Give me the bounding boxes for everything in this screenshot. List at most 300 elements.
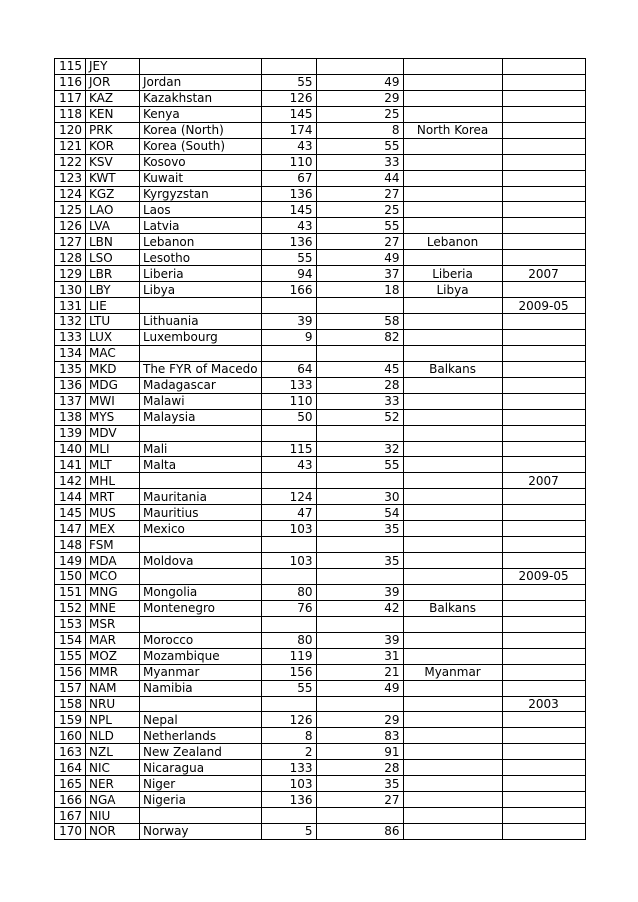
row-index-cell: 138: [55, 409, 86, 425]
table-row: [55, 314, 586, 330]
region-cell: [403, 457, 502, 473]
year-cell: [502, 616, 585, 632]
value-2-cell: [316, 425, 403, 441]
region-cell: [403, 489, 502, 505]
value-2-cell: 30: [316, 489, 403, 505]
value-2-cell: [316, 59, 403, 75]
value-2-cell: 52: [316, 409, 403, 425]
value-1-cell: [261, 808, 316, 824]
table-row: [55, 457, 586, 473]
value-1-cell: 94: [261, 266, 316, 282]
region-cell: [403, 712, 502, 728]
value-1-cell: [261, 298, 316, 314]
country-name-cell: Malta: [140, 457, 262, 473]
value-1-cell: 2: [261, 744, 316, 760]
country-name-cell: Madagascar: [140, 377, 262, 393]
table-row: [55, 59, 586, 75]
year-cell: [502, 122, 585, 138]
country-name-cell: [140, 298, 262, 314]
year-cell: [502, 760, 585, 776]
row-index-cell: 160: [55, 728, 86, 744]
value-2-cell: 37: [316, 266, 403, 282]
country-name-cell: Norway: [140, 824, 262, 840]
country-code-cell: PRK: [86, 122, 140, 138]
value-2-cell: [316, 616, 403, 632]
row-index-cell: 156: [55, 664, 86, 680]
table-row: [55, 632, 586, 648]
table-row: [55, 329, 586, 345]
row-index-cell: 166: [55, 792, 86, 808]
region-cell: [403, 776, 502, 792]
year-cell: [502, 329, 585, 345]
table-row: [55, 234, 586, 250]
year-cell: [502, 776, 585, 792]
country-name-cell: Kosovo: [140, 154, 262, 170]
table-row: [55, 74, 586, 90]
table-body: [55, 59, 586, 840]
country-code-cell: MSR: [86, 616, 140, 632]
region-cell: [403, 345, 502, 361]
region-cell: Liberia: [403, 266, 502, 282]
year-cell: [502, 744, 585, 760]
region-cell: [403, 250, 502, 266]
region-cell: [403, 409, 502, 425]
country-name-cell: Niger: [140, 776, 262, 792]
country-name-cell: Malawi: [140, 393, 262, 409]
region-cell: [403, 569, 502, 585]
country-name-cell: New Zealand: [140, 744, 262, 760]
year-cell: [502, 584, 585, 600]
row-index-cell: 118: [55, 106, 86, 122]
value-1-cell: 115: [261, 441, 316, 457]
year-cell: [502, 489, 585, 505]
row-index-cell: 121: [55, 138, 86, 154]
table-row: [55, 728, 586, 744]
value-1-cell: 55: [261, 680, 316, 696]
value-1-cell: [261, 696, 316, 712]
country-name-cell: Moldova: [140, 553, 262, 569]
year-cell: 2009-05: [502, 298, 585, 314]
table-row: [55, 154, 586, 170]
value-1-cell: 110: [261, 154, 316, 170]
region-cell: [403, 537, 502, 553]
value-1-cell: 166: [261, 282, 316, 298]
row-index-cell: 141: [55, 457, 86, 473]
value-1-cell: 76: [261, 600, 316, 616]
row-index-cell: 145: [55, 505, 86, 521]
value-2-cell: [316, 473, 403, 489]
row-index-cell: 126: [55, 218, 86, 234]
year-cell: [502, 234, 585, 250]
table-row: [55, 122, 586, 138]
row-index-cell: 165: [55, 776, 86, 792]
year-cell: [502, 74, 585, 90]
year-cell: [502, 728, 585, 744]
table-row: [55, 361, 586, 377]
region-cell: [403, 441, 502, 457]
region-cell: [403, 824, 502, 840]
row-index-cell: 125: [55, 202, 86, 218]
year-cell: [502, 393, 585, 409]
row-index-cell: 149: [55, 553, 86, 569]
row-index-cell: 130: [55, 282, 86, 298]
country-code-cell: NPL: [86, 712, 140, 728]
year-cell: 2007: [502, 266, 585, 282]
value-1-cell: 126: [261, 90, 316, 106]
country-name-cell: Laos: [140, 202, 262, 218]
region-cell: [403, 59, 502, 75]
country-name-cell: Malaysia: [140, 409, 262, 425]
country-name-cell: Montenegro: [140, 600, 262, 616]
row-index-cell: 142: [55, 473, 86, 489]
country-name-cell: Jordan: [140, 74, 262, 90]
country-code-cell: LBY: [86, 282, 140, 298]
value-2-cell: 35: [316, 553, 403, 569]
value-1-cell: 43: [261, 457, 316, 473]
country-name-cell: [140, 59, 262, 75]
table-row: [55, 377, 586, 393]
country-name-cell: Mauritius: [140, 505, 262, 521]
country-name-cell: Mozambique: [140, 648, 262, 664]
value-2-cell: 18: [316, 282, 403, 298]
value-2-cell: 91: [316, 744, 403, 760]
country-name-cell: Morocco: [140, 632, 262, 648]
table-row: [55, 569, 586, 585]
year-cell: [502, 345, 585, 361]
country-code-cell: LBR: [86, 266, 140, 282]
value-1-cell: 126: [261, 712, 316, 728]
value-2-cell: 25: [316, 202, 403, 218]
row-index-cell: 147: [55, 521, 86, 537]
region-cell: [403, 584, 502, 600]
year-cell: [502, 808, 585, 824]
value-2-cell: [316, 808, 403, 824]
country-name-cell: Namibia: [140, 680, 262, 696]
region-cell: [403, 298, 502, 314]
row-index-cell: 133: [55, 329, 86, 345]
year-cell: [502, 425, 585, 441]
value-1-cell: 8: [261, 728, 316, 744]
value-1-cell: 80: [261, 584, 316, 600]
year-cell: [502, 537, 585, 553]
value-2-cell: 28: [316, 760, 403, 776]
year-cell: [502, 505, 585, 521]
value-1-cell: 47: [261, 505, 316, 521]
value-1-cell: 103: [261, 521, 316, 537]
country-code-cell: MDA: [86, 553, 140, 569]
country-name-cell: [140, 473, 262, 489]
region-cell: [403, 521, 502, 537]
country-code-cell: MLT: [86, 457, 140, 473]
value-2-cell: 32: [316, 441, 403, 457]
country-name-cell: Mali: [140, 441, 262, 457]
row-index-cell: 167: [55, 808, 86, 824]
value-2-cell: 35: [316, 521, 403, 537]
table-row: [55, 138, 586, 154]
value-1-cell: 133: [261, 377, 316, 393]
country-name-cell: Libya: [140, 282, 262, 298]
country-code-cell: KOR: [86, 138, 140, 154]
table-row: [55, 521, 586, 537]
value-1-cell: 174: [261, 122, 316, 138]
table-row: [55, 202, 586, 218]
value-2-cell: 8: [316, 122, 403, 138]
year-cell: [502, 186, 585, 202]
region-cell: [403, 808, 502, 824]
region-cell: [403, 74, 502, 90]
country-code-cell: KSV: [86, 154, 140, 170]
country-code-cell: MAC: [86, 345, 140, 361]
table-row: [55, 680, 586, 696]
table-row: [55, 250, 586, 266]
value-1-cell: 156: [261, 664, 316, 680]
country-code-cell: MYS: [86, 409, 140, 425]
value-2-cell: 33: [316, 154, 403, 170]
row-index-cell: 150: [55, 569, 86, 585]
table-row: [55, 266, 586, 282]
table-row: [55, 712, 586, 728]
region-cell: [403, 473, 502, 489]
value-2-cell: 55: [316, 218, 403, 234]
year-cell: [502, 282, 585, 298]
country-name-cell: Mongolia: [140, 584, 262, 600]
row-index-cell: 136: [55, 377, 86, 393]
value-1-cell: [261, 345, 316, 361]
year-cell: [502, 664, 585, 680]
value-1-cell: 5: [261, 824, 316, 840]
year-cell: [502, 648, 585, 664]
country-code-cell: MNG: [86, 584, 140, 600]
table-row: [55, 616, 586, 632]
country-code-cell: KWT: [86, 170, 140, 186]
country-code-cell: MKD: [86, 361, 140, 377]
region-cell: North Korea: [403, 122, 502, 138]
value-2-cell: [316, 537, 403, 553]
table-row: [55, 218, 586, 234]
country-code-cell: NLD: [86, 728, 140, 744]
country-code-cell: LAO: [86, 202, 140, 218]
value-1-cell: 136: [261, 186, 316, 202]
country-name-cell: Netherlands: [140, 728, 262, 744]
value-2-cell: 28: [316, 377, 403, 393]
region-cell: [403, 505, 502, 521]
table-row: [55, 600, 586, 616]
value-1-cell: 145: [261, 202, 316, 218]
row-index-cell: 131: [55, 298, 86, 314]
row-index-cell: 124: [55, 186, 86, 202]
year-cell: [502, 90, 585, 106]
region-cell: Balkans: [403, 600, 502, 616]
region-cell: [403, 186, 502, 202]
country-code-cell: LUX: [86, 329, 140, 345]
table-row: [55, 776, 586, 792]
year-cell: [502, 250, 585, 266]
country-code-cell: NGA: [86, 792, 140, 808]
value-1-cell: 110: [261, 393, 316, 409]
value-1-cell: [261, 537, 316, 553]
country-code-cell: LTU: [86, 314, 140, 330]
year-cell: [502, 218, 585, 234]
country-name-cell: Lithuania: [140, 314, 262, 330]
value-1-cell: 64: [261, 361, 316, 377]
row-index-cell: 140: [55, 441, 86, 457]
table-row: [55, 425, 586, 441]
value-1-cell: 145: [261, 106, 316, 122]
value-1-cell: 119: [261, 648, 316, 664]
region-cell: [403, 728, 502, 744]
value-2-cell: 25: [316, 106, 403, 122]
country-code-cell: MDG: [86, 377, 140, 393]
region-cell: [403, 170, 502, 186]
value-2-cell: 49: [316, 680, 403, 696]
row-index-cell: 123: [55, 170, 86, 186]
country-code-cell: MRT: [86, 489, 140, 505]
region-cell: [403, 744, 502, 760]
country-code-cell: NIC: [86, 760, 140, 776]
region-cell: [403, 632, 502, 648]
year-cell: 2009-05: [502, 569, 585, 585]
country-name-cell: Latvia: [140, 218, 262, 234]
value-1-cell: [261, 59, 316, 75]
row-index-cell: 154: [55, 632, 86, 648]
year-cell: [502, 824, 585, 840]
value-2-cell: 39: [316, 584, 403, 600]
year-cell: [502, 521, 585, 537]
table-row: [55, 489, 586, 505]
table-row: [55, 409, 586, 425]
value-1-cell: [261, 616, 316, 632]
value-2-cell: [316, 345, 403, 361]
country-code-cell: NOR: [86, 824, 140, 840]
row-index-cell: 157: [55, 680, 86, 696]
row-index-cell: 134: [55, 345, 86, 361]
country-name-cell: Luxembourg: [140, 329, 262, 345]
country-name-cell: Lebanon: [140, 234, 262, 250]
region-cell: [403, 680, 502, 696]
country-code-cell: LSO: [86, 250, 140, 266]
country-code-cell: MUS: [86, 505, 140, 521]
country-code-cell: LVA: [86, 218, 140, 234]
year-cell: [502, 441, 585, 457]
table-row: [55, 808, 586, 824]
row-index-cell: 144: [55, 489, 86, 505]
value-2-cell: 49: [316, 74, 403, 90]
row-index-cell: 163: [55, 744, 86, 760]
year-cell: [502, 792, 585, 808]
country-name-cell: Mauritania: [140, 489, 262, 505]
year-cell: [502, 632, 585, 648]
table-row: [55, 696, 586, 712]
year-cell: [502, 361, 585, 377]
year-cell: [502, 59, 585, 75]
country-code-cell: NIU: [86, 808, 140, 824]
country-name-cell: Lesotho: [140, 250, 262, 266]
value-1-cell: 43: [261, 138, 316, 154]
row-index-cell: 132: [55, 314, 86, 330]
year-cell: 2003: [502, 696, 585, 712]
region-cell: [403, 314, 502, 330]
value-2-cell: 45: [316, 361, 403, 377]
table-row: [55, 648, 586, 664]
row-index-cell: 120: [55, 122, 86, 138]
value-1-cell: 136: [261, 234, 316, 250]
region-cell: [403, 202, 502, 218]
row-index-cell: 117: [55, 90, 86, 106]
year-cell: [502, 314, 585, 330]
value-2-cell: 86: [316, 824, 403, 840]
region-cell: [403, 154, 502, 170]
row-index-cell: 170: [55, 824, 86, 840]
year-cell: [502, 712, 585, 728]
value-2-cell: 39: [316, 632, 403, 648]
year-cell: [502, 377, 585, 393]
value-2-cell: 83: [316, 728, 403, 744]
value-1-cell: 67: [261, 170, 316, 186]
value-1-cell: 103: [261, 776, 316, 792]
region-cell: Lebanon: [403, 234, 502, 250]
value-2-cell: 58: [316, 314, 403, 330]
table-row: [55, 664, 586, 680]
value-2-cell: 31: [316, 648, 403, 664]
country-code-cell: LBN: [86, 234, 140, 250]
row-index-cell: 159: [55, 712, 86, 728]
value-1-cell: [261, 473, 316, 489]
value-1-cell: [261, 569, 316, 585]
country-code-cell: NER: [86, 776, 140, 792]
region-cell: [403, 616, 502, 632]
country-code-cell: NAM: [86, 680, 140, 696]
value-2-cell: 21: [316, 664, 403, 680]
region-cell: [403, 138, 502, 154]
value-1-cell: 136: [261, 792, 316, 808]
value-1-cell: 103: [261, 553, 316, 569]
row-index-cell: 151: [55, 584, 86, 600]
table-row: [55, 441, 586, 457]
country-code-cell: MMR: [86, 664, 140, 680]
value-2-cell: 29: [316, 90, 403, 106]
value-2-cell: [316, 569, 403, 585]
year-cell: [502, 170, 585, 186]
value-2-cell: 27: [316, 234, 403, 250]
value-1-cell: 39: [261, 314, 316, 330]
year-cell: [502, 106, 585, 122]
country-name-cell: Korea (North): [140, 122, 262, 138]
table-row: [55, 345, 586, 361]
table-row: [55, 553, 586, 569]
table-row: [55, 298, 586, 314]
value-2-cell: [316, 696, 403, 712]
country-code-cell: JOR: [86, 74, 140, 90]
row-index-cell: 135: [55, 361, 86, 377]
country-code-cell: MCO: [86, 569, 140, 585]
table-row: [55, 584, 586, 600]
country-code-cell: MHL: [86, 473, 140, 489]
country-name-cell: Myanmar: [140, 664, 262, 680]
value-1-cell: [261, 425, 316, 441]
row-index-cell: 129: [55, 266, 86, 282]
country-name-cell: [140, 537, 262, 553]
table-row: [55, 824, 586, 840]
country-code-cell: MOZ: [86, 648, 140, 664]
year-cell: 2007: [502, 473, 585, 489]
country-name-cell: Kazakhstan: [140, 90, 262, 106]
region-cell: [403, 106, 502, 122]
value-2-cell: 27: [316, 792, 403, 808]
country-code-cell: FSM: [86, 537, 140, 553]
table-row: [55, 473, 586, 489]
country-code-cell: NRU: [86, 696, 140, 712]
country-code-cell: LIE: [86, 298, 140, 314]
